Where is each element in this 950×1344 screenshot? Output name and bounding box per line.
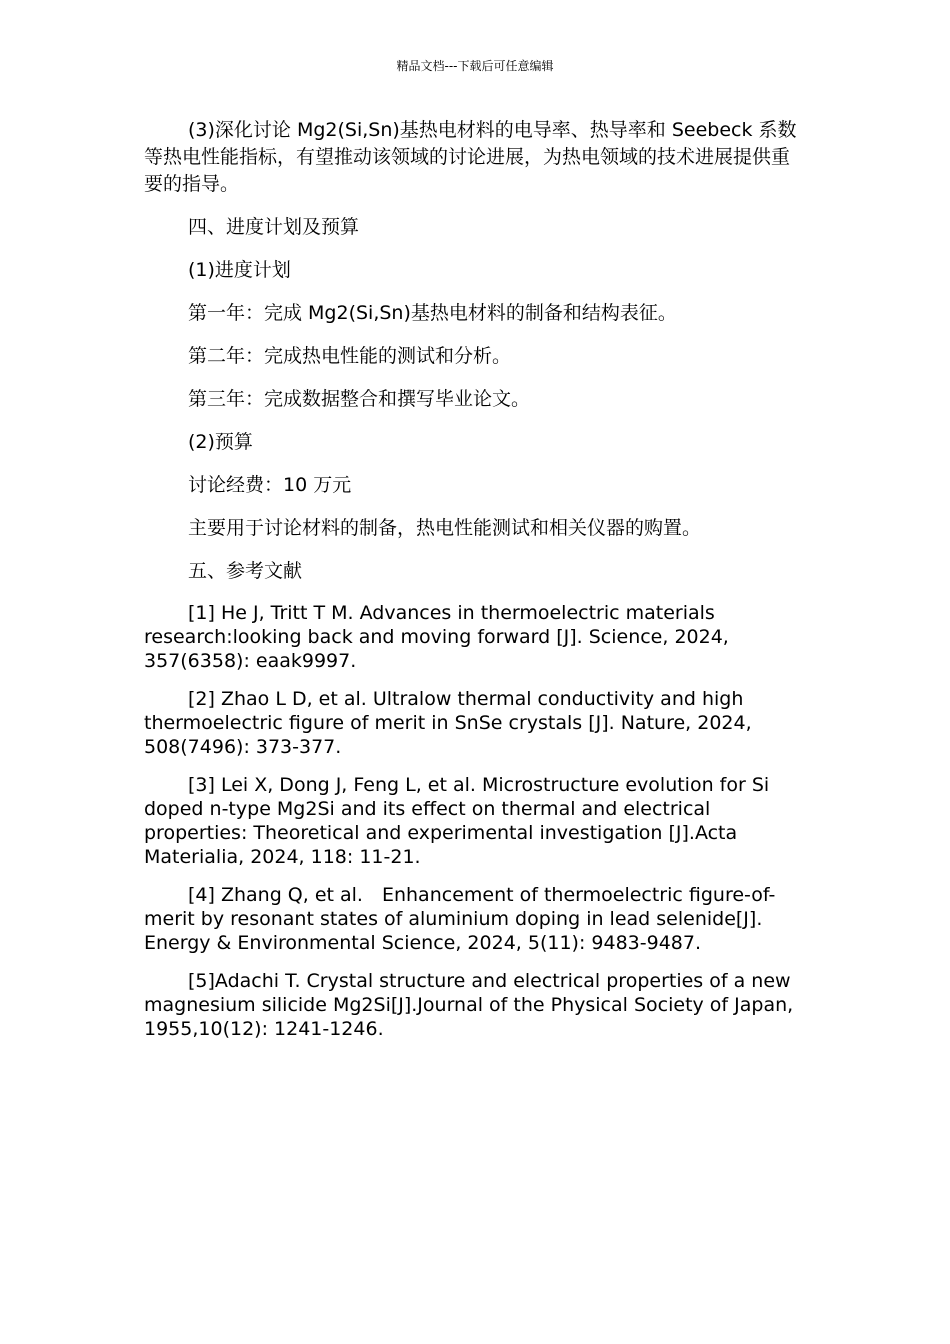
- schedule-year-1: 第一年：完成 Mg2(Si,Sn)基热电材料的制备和结构表征。: [188, 302, 677, 324]
- subheading-schedule: (1)进度计划: [188, 259, 291, 281]
- budget-usage: 主要用于讨论材料的制备，热电性能测试和相关仪器的购置。: [188, 517, 702, 539]
- research-goal-paragraph: (3)深化讨论 Mg2(Si,Sn)基热电材料的电导率、热导率和 Seebeck 系数等热电性能指标，有望推动该领域的讨论进展，为热电领域的技术进展提供重要的指导。: [144, 119, 797, 195]
- subheading-budget: (2)预算: [188, 431, 253, 453]
- schedule-year-2: 第二年：完成热电性能的测试和分析。: [188, 345, 512, 367]
- section-heading-schedule-budget: 四、进度计划及预算: [188, 216, 360, 238]
- page-header: 精品文档---下载后可任意编辑: [396, 59, 554, 73]
- document-body: [144, 117, 808, 1055]
- schedule-year-3: 第三年：完成数据整合和撰写毕业论文。: [188, 388, 531, 410]
- reference-item: [2] Zhao L D, et al. Ultralow thermal conductivity and high thermoelectric figure of merit in SnSe crystals [J]. Nature, 2024, 508(7496): 373-377.: [144, 688, 752, 758]
- reference-item: [1] He J, Tritt T M. Advances in thermoelectric materials research:looking back and moving forward [J]. Science, 2024, 357(6358): eaak9997.: [144, 602, 729, 672]
- section-heading-references: 五、参考文献: [188, 560, 303, 582]
- reference-item: [5]Adachi T. Crystal structure and electrical properties of a new magnesium silicide Mg2Si[J].Journal of the Physical Society of Japan, 1955,10(12): 1241-1246.: [144, 970, 794, 1040]
- reference-item: [4] Zhang Q, et al. Enhancement of thermoelectric figure-of-merit by resonant states of aluminium doping in lead selenide[J]. Energy & Environmental Science, 2024, 5(11): 9483-9487.: [144, 884, 776, 954]
- reference-item: [3] Lei X, Dong J, Feng L, et al. Microstructure evolution for Si doped n-type Mg2Si and its effect on thermal and electrical properties: Theoretical and experimental investigation [J].Acta Materialia, 2024, 118: 11-21.: [144, 774, 770, 868]
- budget-amount: 讨论经费：10 万元: [188, 474, 352, 496]
